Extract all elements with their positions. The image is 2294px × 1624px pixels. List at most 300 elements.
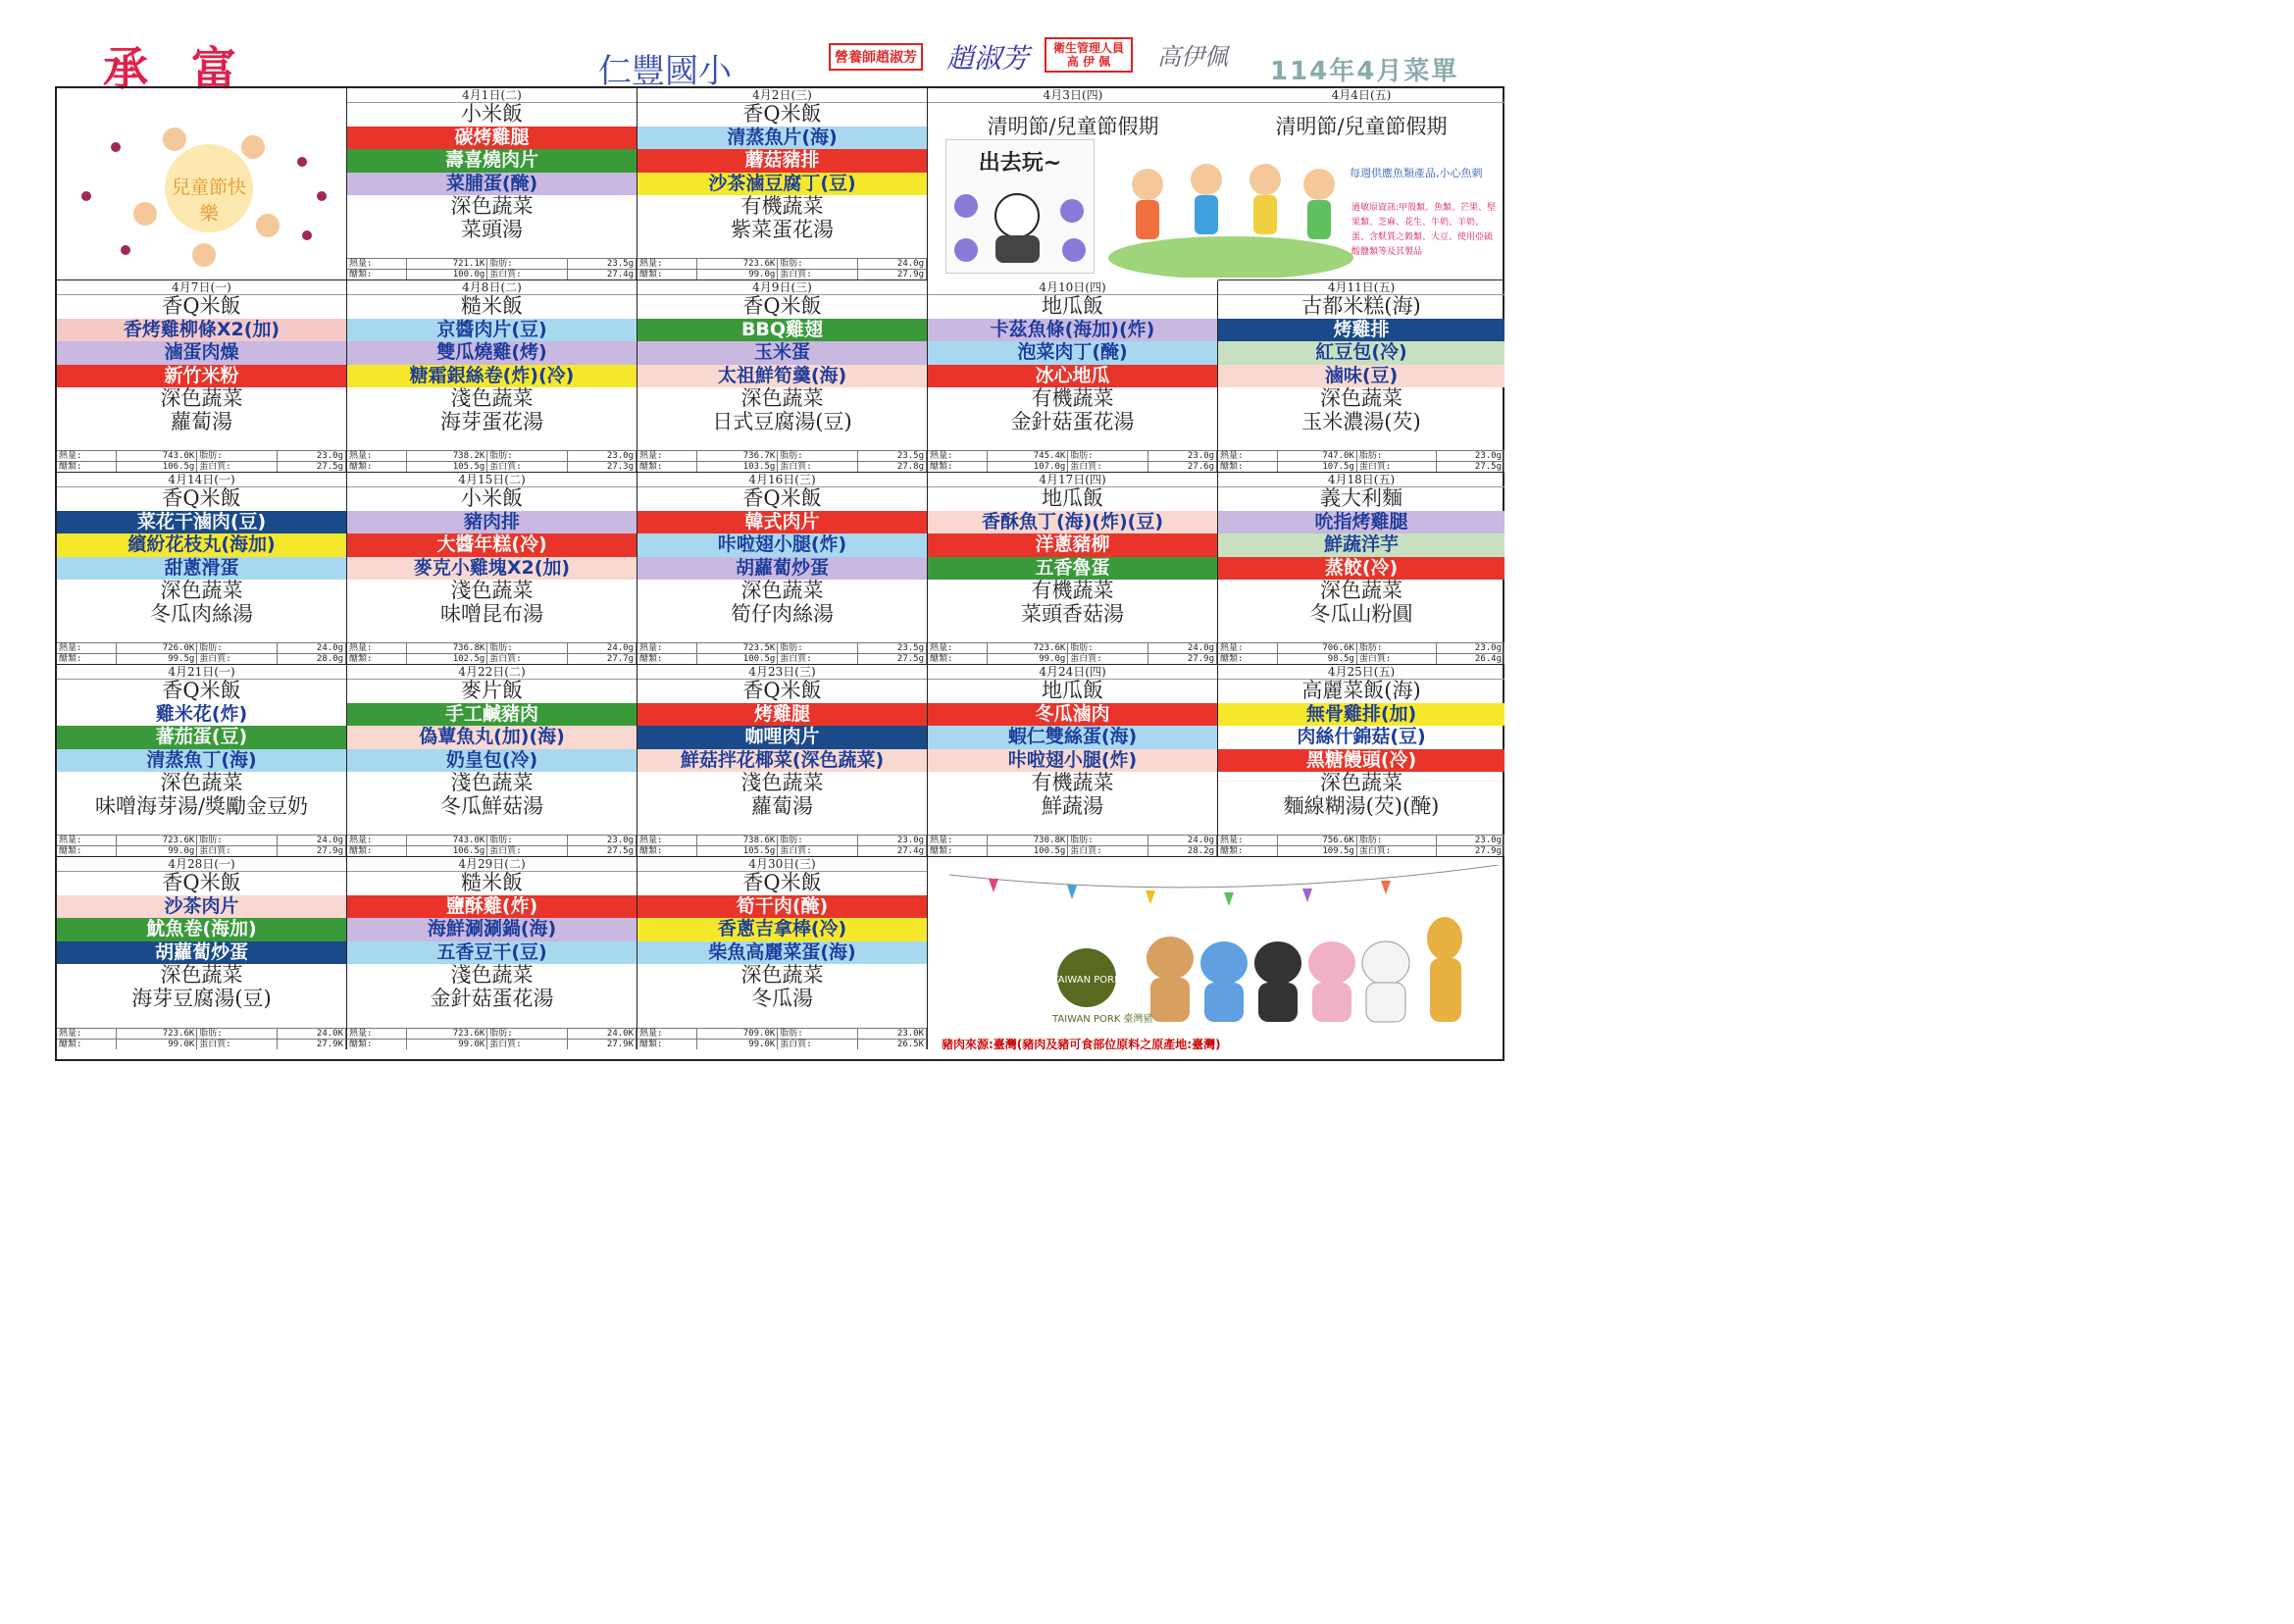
- kcal-value: 721.1K: [407, 259, 487, 270]
- nutrition-table: [637, 642, 927, 664]
- carb-label: 醣類:: [347, 846, 407, 857]
- menu-item: 清蒸魚片(海): [637, 127, 927, 150]
- day-date: 4月29日(二): [347, 857, 637, 872]
- menu-item: 麥片飯: [461, 680, 523, 702]
- kcal-value: 723.6K: [117, 836, 197, 846]
- carb-label: 醣類:: [928, 846, 988, 857]
- fat-value: 24.0g: [567, 643, 636, 654]
- animal-party-illustration: [930, 865, 1504, 1061]
- day-cell: [637, 473, 928, 665]
- day-date: 4月4日(五): [1218, 88, 1504, 103]
- protein-value: 26.4g: [1436, 654, 1504, 665]
- carb-label: 醣類:: [637, 1040, 697, 1050]
- day-cell: [637, 857, 928, 1049]
- menu-item: 豬肉排: [347, 511, 637, 534]
- menu-item: 肉絲什錦菇(豆): [1297, 726, 1426, 747]
- fat-value: 23.0g: [1436, 643, 1504, 654]
- fat-label: 脂肪:: [778, 836, 858, 846]
- menu-item: 香Q米飯: [742, 872, 822, 894]
- protein-value: 27.6g: [1147, 462, 1216, 473]
- fat-label: 脂肪:: [487, 451, 568, 462]
- kcal-value: 723.6K: [407, 1029, 487, 1040]
- nutrition-table: [1218, 450, 1504, 472]
- protein-label: 蛋白質:: [197, 1040, 278, 1050]
- nutrition-table: [1218, 835, 1504, 856]
- menu-item: 紫菜蛋花湯: [731, 218, 834, 241]
- kcal-value: 738.6K: [697, 836, 778, 846]
- menu-item: 吮指烤雞腿: [1218, 511, 1504, 534]
- fat-value: 23.0g: [1436, 451, 1504, 462]
- menu-item: 卡茲魚條(海加)(炸): [928, 319, 1217, 342]
- kcal-label: 熱量:: [347, 259, 407, 270]
- menu-item: 冰心地瓜: [928, 365, 1217, 388]
- carb-value: 105.5g: [697, 846, 778, 857]
- menu-item: 香酥魚丁(海)(炸)(豆): [928, 511, 1217, 534]
- fat-value: 24.0g: [1147, 643, 1216, 654]
- menu-item: 海芽蛋花湯: [440, 410, 543, 433]
- pork-source-note: 豬肉來源:臺灣(豬肉及豬可食部位原料之原產地:臺灣): [942, 1038, 1221, 1051]
- menu-item: 新竹米粉: [57, 365, 346, 388]
- menu-item: 香Q米飯: [742, 680, 822, 702]
- menu-item: 玉米蛋: [637, 341, 927, 365]
- day-cell: [347, 857, 637, 1049]
- day-date: 4月24日(四): [928, 665, 1217, 680]
- day-cell: [1218, 665, 1504, 857]
- menu-item: 鮮蔬湯: [1042, 794, 1103, 818]
- menu-item: 深色蔬菜: [160, 387, 243, 410]
- fat-label: 脂肪:: [197, 643, 278, 654]
- nutrition-table: [637, 1028, 927, 1049]
- menu-item: 深色蔬菜: [740, 964, 824, 987]
- protein-label: 蛋白質:: [778, 270, 858, 280]
- day-cell: [57, 473, 347, 665]
- fat-label: 脂肪:: [1068, 836, 1148, 846]
- nutrition-table: [637, 258, 927, 279]
- kcal-label: 熱量:: [57, 451, 117, 462]
- carb-value: 100.5g: [988, 846, 1068, 857]
- menu-item: 碳烤雞腿: [347, 127, 637, 150]
- nutrition-table: [928, 642, 1217, 664]
- menu-item: 味噌昆布湯: [440, 602, 543, 626]
- menu-item: 蘑菇豬排: [637, 149, 927, 173]
- nutrition-table: [1218, 642, 1504, 664]
- menu-item: 太祖鮮筍羹(海): [637, 365, 927, 388]
- menu-item: 海芽豆腐湯(豆): [131, 987, 272, 1010]
- protein-value: 28.0g: [277, 654, 345, 665]
- kcal-value: 736.8K: [407, 643, 487, 654]
- carb-value: 100.5g: [697, 654, 778, 665]
- protein-label: 蛋白質:: [487, 846, 568, 857]
- menu-item: 魷魚卷(海加): [57, 918, 346, 941]
- carb-label: 醣類:: [1218, 654, 1277, 665]
- carb-label: 醣類:: [347, 462, 407, 473]
- menu-item: 蒸餃(冷): [1218, 557, 1504, 581]
- day-date: 4月28日(一): [57, 857, 346, 872]
- children-playing-illustration: [1108, 145, 1353, 278]
- fat-value: 24.0g: [857, 259, 926, 270]
- hygiene-signature: 高伊佩: [1157, 43, 1228, 71]
- carb-value: 99.0K: [697, 1040, 778, 1050]
- kcal-label: 熱量:: [57, 836, 117, 846]
- fat-label: 脂肪:: [1068, 451, 1148, 462]
- nutrition-table: [347, 1028, 637, 1049]
- school-name: 仁豐國小: [598, 52, 732, 91]
- day-date: 4月22日(二): [347, 665, 637, 680]
- kcal-value: 756.6K: [1277, 836, 1356, 846]
- protein-value: 27.8g: [857, 462, 926, 473]
- menu-item: 小米飯: [461, 103, 523, 126]
- menu-item: 胡蘿蔔炒蛋: [57, 941, 346, 965]
- menu-item: 香烤雞柳條X2(加): [57, 319, 346, 342]
- menu-item: 深色蔬菜: [1320, 580, 1402, 602]
- kcal-label: 熱量:: [1218, 643, 1277, 654]
- fat-value: 23.0g: [567, 451, 636, 462]
- fat-label: 脂肪:: [197, 836, 278, 846]
- nutrition-table: [57, 450, 346, 472]
- menu-item: 有機蔬菜: [1031, 580, 1114, 602]
- fat-label: 脂肪:: [487, 259, 568, 270]
- kcal-label: 熱量:: [928, 643, 988, 654]
- fat-value: 24.0g: [277, 643, 345, 654]
- day-cell: [1218, 280, 1504, 473]
- menu-item: 無骨雞排(加): [1218, 703, 1504, 727]
- kcal-value: 723.6K: [117, 1029, 197, 1040]
- protein-value: 27.4g: [567, 270, 636, 280]
- menu-item: 日式豆腐湯(豆): [712, 410, 852, 433]
- menu-item: 咔啦翅小腿(炸): [928, 749, 1217, 773]
- menu-item: 五香豆干(豆): [347, 941, 637, 965]
- fat-label: 脂肪:: [1356, 836, 1436, 846]
- menu-item: 香Q米飯: [742, 295, 822, 318]
- menu-item: 糖霜銀絲卷(炸)(冷): [347, 365, 637, 388]
- fat-label: 脂肪:: [1356, 643, 1436, 654]
- protein-value: 27.9K: [277, 1040, 345, 1050]
- protein-label: 蛋白質:: [1068, 462, 1148, 473]
- fat-value: 24.0g: [1147, 836, 1216, 846]
- day-date: 4月15日(二): [347, 473, 637, 487]
- protein-label: 蛋白質:: [1068, 654, 1148, 665]
- menu-item: 深色蔬菜: [1320, 387, 1402, 410]
- menu-item: 香Q米飯: [162, 680, 241, 702]
- menu-item: 麥克小雞塊X2(加): [347, 557, 637, 581]
- fat-value: 23.0g: [567, 836, 636, 846]
- protein-value: 27.9g: [277, 846, 345, 857]
- kcal-value: 743.0K: [117, 451, 197, 462]
- menu-item: 筍仔肉絲湯: [731, 602, 834, 626]
- menu-item: 深色蔬菜: [450, 195, 534, 218]
- dietitian-signature: 趙淑芳: [946, 42, 1030, 75]
- kcal-label: 熱量:: [1218, 836, 1277, 846]
- kcal-label: 熱量:: [637, 643, 697, 654]
- protein-label: 蛋白質:: [197, 462, 278, 473]
- fish-bone-note: 每週供應魚類產品,小心魚刺: [1350, 167, 1483, 179]
- fat-label: 脂肪:: [778, 643, 858, 654]
- menu-item: 淺色蔬菜: [450, 964, 534, 987]
- menu-item: BBQ雞翅: [637, 319, 927, 342]
- kcal-value: 745.4K: [988, 451, 1068, 462]
- menu-item: 菜脯蛋(醃): [347, 173, 637, 196]
- day-cell: [347, 88, 637, 280]
- day-cell: [57, 857, 347, 1049]
- protein-label: 蛋白質:: [487, 270, 568, 280]
- fat-value: 23.5g: [857, 643, 926, 654]
- kcal-value: 709.0K: [697, 1029, 778, 1040]
- menu-item: 蝦仁雙絲蛋(海): [928, 726, 1217, 749]
- carb-label: 醣類:: [637, 654, 697, 665]
- nutrition-table: [637, 450, 927, 472]
- kcal-label: 熱量:: [1218, 451, 1277, 462]
- carb-value: 99.0g: [697, 270, 778, 280]
- menu-item: 菜頭湯: [461, 218, 523, 241]
- carb-value: 99.0K: [117, 1040, 197, 1050]
- kcal-value: 747.0K: [1277, 451, 1356, 462]
- fat-value: 24.0K: [567, 1029, 636, 1040]
- day-cell: [637, 665, 928, 857]
- carb-label: 醣類:: [637, 462, 697, 473]
- day-cell: [57, 665, 347, 857]
- day-cell: [347, 665, 637, 857]
- carb-value: 106.5g: [117, 462, 197, 473]
- fat-value: 23.5g: [857, 451, 926, 462]
- kcal-label: 熱量:: [637, 259, 697, 270]
- menu-item: 沙茶肉片: [57, 895, 346, 919]
- menu-item: 香Q米飯: [742, 103, 822, 126]
- protein-label: 蛋白質:: [197, 846, 278, 857]
- kcal-value: 726.0K: [117, 643, 197, 654]
- carb-value: 103.5g: [697, 462, 778, 473]
- nutrition-table: [637, 835, 927, 856]
- carb-value: 107.5g: [1277, 462, 1356, 473]
- day-date: 4月2日(三): [637, 88, 927, 103]
- menu-item: 烤雞排: [1218, 319, 1504, 342]
- protein-label: 蛋白質:: [1356, 654, 1436, 665]
- carb-label: 醣類:: [57, 462, 117, 473]
- menu-item: 清蒸魚丁(海): [57, 749, 346, 773]
- menu-item: 香Q米飯: [742, 487, 822, 510]
- kcal-label: 熱量:: [57, 643, 117, 654]
- menu-item: 繽紛花枝丸(海加): [57, 533, 346, 557]
- fat-value: 23.0K: [857, 1029, 926, 1040]
- nutrition-table: [57, 1028, 346, 1049]
- kcal-value: 736.7K: [697, 451, 778, 462]
- menu-item: 京醬肉片(豆): [347, 319, 637, 342]
- menu-item: 淺色蔬菜: [450, 580, 534, 602]
- fat-value: 23.0g: [277, 451, 345, 462]
- nutrition-table: [347, 835, 637, 856]
- menu-item: 玉米濃湯(芡): [1301, 410, 1421, 433]
- protein-value: 27.9g: [1147, 654, 1216, 665]
- menu-item: 味噌海芽湯/獎勵金豆奶: [94, 794, 309, 818]
- kcal-value: 723.6K: [988, 643, 1068, 654]
- kcal-value: 706.6K: [1277, 643, 1356, 654]
- kcal-label: 熱量:: [637, 836, 697, 846]
- kcal-value: 730.8K: [988, 836, 1068, 846]
- day-date: 4月1日(二): [347, 88, 637, 103]
- carb-label: 醣類:: [347, 1040, 407, 1050]
- day-cell: [347, 473, 637, 665]
- carb-value: 107.0g: [988, 462, 1068, 473]
- day-date: 4月16日(三): [637, 473, 927, 487]
- fat-value: 23.0g: [857, 836, 926, 846]
- menu-item: 地瓜飯: [1042, 295, 1103, 318]
- menu-item: 冬瓜滷肉: [928, 703, 1217, 727]
- day-date: 4月7日(一): [57, 280, 346, 295]
- allergen-note: 過敏原資訊:甲殼類、魚類、芒果、堅果類、芝麻、花生、牛奶、羊奶、蛋、含麩質之穀類、大豆、使用亞硫酸鹽類等及其製品: [1351, 203, 1497, 257]
- menu-item: 蘿蔔湯: [751, 794, 813, 818]
- menu-item: 麵線糊湯(芡)(醃): [1283, 794, 1440, 818]
- carb-label: 醣類:: [57, 654, 117, 665]
- day-date: 4月14日(一): [57, 473, 346, 487]
- carb-value: 109.5g: [1277, 846, 1356, 857]
- day-date: 4月30日(三): [637, 857, 927, 872]
- hygiene-stamp: 衛生管理人員 高 伊 佩: [1045, 37, 1133, 73]
- kcal-label: 熱量:: [637, 451, 697, 462]
- day-date: 4月23日(三): [637, 665, 927, 680]
- fat-value: 24.0K: [277, 1029, 345, 1040]
- protein-value: 27.9g: [857, 270, 926, 280]
- fat-value: 23.0g: [1147, 451, 1216, 462]
- menu-item: 蘿蔔湯: [171, 410, 232, 433]
- day-cell: [928, 473, 1218, 665]
- protein-label: 蛋白質:: [487, 654, 568, 665]
- protein-label: 蛋白質:: [778, 654, 858, 665]
- nutrition-table: [347, 258, 637, 279]
- menu-item: 香Q米飯: [162, 295, 241, 318]
- day-cell: [928, 280, 1218, 473]
- protein-label: 蛋白質:: [1356, 846, 1436, 857]
- menu-item: 甜蔥滑蛋: [57, 557, 346, 581]
- protein-value: 27.3g: [567, 462, 636, 473]
- menu-item: 淺色蔬菜: [740, 772, 824, 794]
- carb-label: 醣類:: [347, 270, 407, 280]
- menu-item: 金針菇蛋花湯: [1010, 410, 1135, 433]
- carb-value: 105.5g: [407, 462, 487, 473]
- menu-item: 淺色蔬菜: [450, 387, 534, 410]
- menu-item: 壽喜燒肉片: [347, 149, 637, 173]
- menu-item: 地瓜飯: [1042, 680, 1103, 702]
- kcal-label: 熱量:: [57, 1029, 117, 1040]
- day-date: 4月25日(五): [1218, 665, 1504, 680]
- menu-item: 深色蔬菜: [160, 580, 243, 602]
- day-date: 4月9日(三): [637, 280, 927, 295]
- protein-value: 27.7g: [567, 654, 636, 665]
- menu-item: 金針菇蛋花湯: [430, 987, 554, 1010]
- menu-item: 紅豆包(冷): [1218, 341, 1504, 365]
- carb-value: 106.5g: [407, 846, 487, 857]
- fat-label: 脂肪:: [487, 643, 568, 654]
- fat-label: 脂肪:: [197, 451, 278, 462]
- menu-item: 冬瓜鮮菇湯: [440, 794, 543, 818]
- fat-value: 23.0g: [1436, 836, 1504, 846]
- menu-item: 雞米花(炸): [155, 702, 248, 725]
- menu-item: 冬瓜山粉圓: [1309, 602, 1413, 626]
- menu-item: 冬瓜湯: [751, 987, 813, 1010]
- menu-item: 菜頭香菇湯: [1021, 602, 1124, 626]
- go-out-sticker: 出去玩~: [945, 139, 1095, 274]
- menu-item: 沙茶滷豆腐丁(豆): [637, 173, 927, 196]
- protein-label: 蛋白質:: [1068, 846, 1148, 857]
- menu-item: 咔啦翅小腿(炸): [637, 533, 927, 557]
- fat-label: 脂肪:: [487, 836, 568, 846]
- fat-label: 脂肪:: [487, 1029, 568, 1040]
- menu-item: 深色蔬菜: [1320, 772, 1402, 794]
- menu-item: 手工鹹豬肉: [347, 703, 637, 727]
- menu-item: 小米飯: [461, 487, 523, 510]
- protein-value: 28.2g: [1147, 846, 1216, 857]
- menu-item: 奶皇包(冷): [347, 749, 637, 773]
- fat-value: 24.0g: [277, 836, 345, 846]
- menu-grid: [55, 86, 1504, 1061]
- menu-item: 泡菜肉丁(醃): [928, 341, 1217, 365]
- kcal-value: 743.0K: [407, 836, 487, 846]
- day-cell: [637, 280, 928, 473]
- day-date: 4月21日(一): [57, 665, 346, 680]
- carb-value: 99.0g: [988, 654, 1068, 665]
- menu-item: 有機蔬菜: [1031, 772, 1114, 794]
- dietitian-stamp: 營養師趙淑芳: [829, 43, 923, 71]
- day-date: 4月11日(五): [1218, 280, 1504, 295]
- kcal-value: 723.5K: [697, 643, 778, 654]
- day-cell: [928, 665, 1218, 857]
- fat-label: 脂肪:: [1068, 643, 1148, 654]
- svg-text:TAIWAN PORK: TAIWAN PORK: [1052, 975, 1121, 986]
- menu-item: 滷味(豆): [1218, 365, 1504, 388]
- kcal-value: 738.2K: [407, 451, 487, 462]
- nutrition-table: [347, 642, 637, 664]
- day-cell: [57, 280, 347, 473]
- kcal-value: 723.6K: [697, 259, 778, 270]
- protein-value: 26.5K: [857, 1040, 926, 1050]
- menu-item: 蕃茄蛋(豆): [57, 726, 346, 749]
- protein-value: 27.5g: [1436, 462, 1504, 473]
- menu-item: 鮮蔬洋芋: [1218, 533, 1504, 557]
- protein-label: 蛋白質:: [487, 462, 568, 473]
- kcal-label: 熱量:: [928, 836, 988, 846]
- carb-value: 99.0K: [407, 1040, 487, 1050]
- menu-item: 有機蔬菜: [1031, 387, 1114, 410]
- day-cell: [637, 88, 928, 280]
- menu-item: 偽蕈魚丸(加)(海): [347, 726, 637, 749]
- fat-label: 脂肪:: [778, 1029, 858, 1040]
- fat-value: 23.5g: [567, 259, 636, 270]
- menu-item: 深色蔬菜: [740, 580, 824, 602]
- menu-item: 雙瓜燒雞(烤): [347, 341, 637, 365]
- menu-item: 黑糖饅頭(冷): [1218, 749, 1504, 773]
- menu-item: 義大利麵: [1320, 487, 1402, 510]
- protein-label: 蛋白質:: [778, 462, 858, 473]
- kcal-label: 熱量:: [347, 836, 407, 846]
- menu-item: 海鮮涮涮鍋(海): [347, 918, 637, 941]
- month-title: 114年4月菜單: [1270, 57, 1459, 86]
- menu-item: 柴魚高麗菜蛋(海): [637, 941, 927, 965]
- menu-item: 鮮菇拌花椰菜(深色蔬菜): [637, 749, 927, 773]
- protein-value: 27.9K: [567, 1040, 636, 1050]
- carb-label: 醣類:: [57, 1040, 117, 1050]
- menu-item: 香Q米飯: [162, 872, 241, 894]
- menu-item: 深色蔬菜: [160, 772, 243, 794]
- menu-item: 地瓜飯: [1042, 487, 1103, 510]
- menu-item: 香蔥吉拿棒(冷): [637, 918, 927, 941]
- menu-item: 鹽酥雞(炸): [347, 895, 637, 919]
- day-cell: [347, 280, 637, 473]
- protein-value: 27.5g: [277, 462, 345, 473]
- menu-item: 烤雞腿: [637, 703, 927, 727]
- kcal-label: 熱量:: [637, 1029, 697, 1040]
- menu-item: 淺色蔬菜: [450, 772, 534, 794]
- pork-logo-text: TAIWAN PORK 臺灣豬: [1052, 1014, 1153, 1025]
- day-date: 4月8日(二): [347, 280, 637, 295]
- protein-label: 蛋白質:: [778, 846, 858, 857]
